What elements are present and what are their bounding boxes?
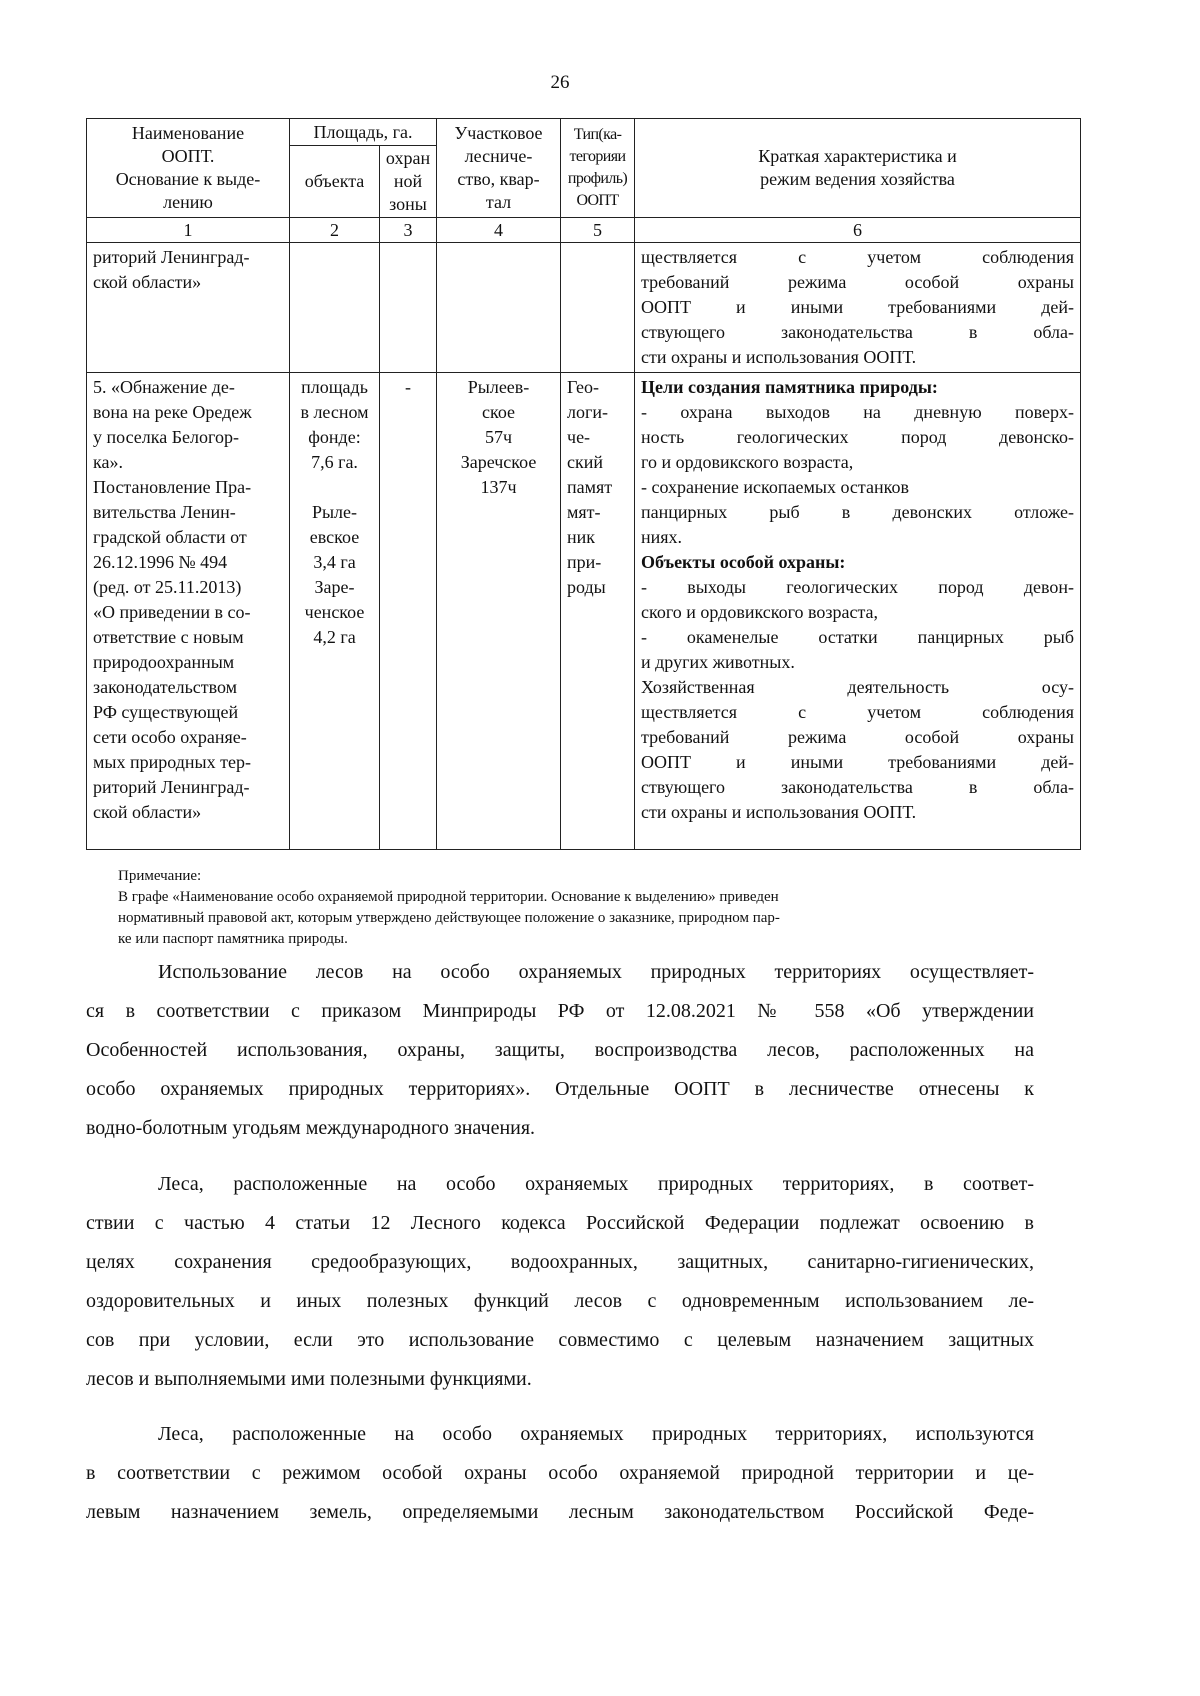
paragraph-line: Особенностей использования, охраны, защиты, воспроизводства лесов, расположенных на — [86, 1039, 1034, 1061]
cell-line: ник — [567, 527, 596, 547]
header-text: лесниче- — [464, 146, 533, 166]
table-row — [87, 373, 1081, 850]
paragraph-line: Использование лесов на особо охраняемых природных территориях осуществляет- — [158, 961, 1034, 983]
paragraph — [86, 1165, 1034, 1399]
cell-line: ский — [567, 452, 604, 472]
header-forestry-cell — [437, 119, 561, 218]
cell-line: ствующего законодательства в обла- — [641, 322, 1075, 342]
column-number: 4 — [437, 218, 561, 243]
note-line: нормативный правовой акт, которым утверждено действующее положение о заказнике, природном пар- — [118, 910, 780, 926]
cell-line: и других животных. — [641, 652, 795, 672]
cell-line: (ред. от 25.11.2013) — [93, 577, 242, 597]
cell-line: ниях. — [641, 527, 683, 547]
header-text: Основание к выде- — [115, 169, 261, 189]
note-title: Примечание: — [118, 868, 202, 884]
header-text: профиль) — [567, 170, 628, 187]
cell-line: Рылеев- — [467, 377, 530, 397]
type-cell — [561, 373, 635, 850]
cell-line: риторий Ленинград- — [93, 247, 250, 267]
cell-line: площадь — [301, 377, 368, 397]
cell-line: - выходы геологических пород девон- — [641, 577, 1075, 597]
cell-line: - охрана выходов на дневную поверх- — [641, 402, 1075, 422]
header-text: охран — [385, 148, 431, 168]
table-note — [118, 866, 1038, 950]
table-row — [87, 243, 1081, 373]
cell-line: Заре- — [314, 577, 355, 597]
cell-line: фонде: — [308, 427, 361, 447]
note-line: ке или паспорт памятника природы. — [118, 931, 348, 947]
header-text: тегорияи — [569, 148, 626, 165]
page-number: 26 — [550, 72, 570, 93]
cell-line: ского и ордовикского возраста, — [641, 602, 879, 622]
name-cell — [87, 373, 290, 850]
cell-line: ское — [482, 402, 516, 422]
cell-line: требований режима особой охраны — [641, 727, 1075, 747]
area-object-cell — [290, 373, 380, 850]
cell-line: Заречское — [460, 452, 537, 472]
table-header-row-1 — [87, 119, 1081, 146]
forestry-cell — [437, 373, 561, 850]
header-text: режим ведения хозяйства — [760, 169, 955, 189]
cell-line: го и ордовикского возраста, — [641, 452, 854, 472]
cell-line: 137ч — [480, 477, 517, 497]
header-text: ной — [393, 171, 423, 191]
paragraph-line: особо охраняемых природных территориях». Отдельные ООПТ в лесничестве отнесены к — [86, 1078, 1034, 1100]
note-line: В графе «Наименование особо охраняемой природной территории. Основание к выделению» приведен — [118, 889, 779, 905]
cell-line: вительства Ленин- — [93, 502, 236, 522]
header-text: тал — [485, 192, 512, 212]
paragraph-line: Леса, расположенные на особо охраняемых природных территориях, используются — [158, 1423, 1034, 1445]
cell-line: 57ч — [484, 427, 513, 447]
cell-line: у поселка Белогор- — [93, 427, 239, 447]
paragraph-line: лесов и выполняемыми ими полезными функциями. — [86, 1368, 532, 1390]
cell-line: ность геологических пород девонско- — [641, 427, 1075, 447]
cell-line: мят- — [567, 502, 601, 522]
cell-line: риторий Ленинград- — [93, 777, 250, 797]
cell-line: 26.12.1996 № 494 — [93, 552, 228, 572]
header-description-cell — [635, 119, 1081, 218]
paragraph — [86, 1415, 1034, 1532]
header-type-cell — [561, 119, 635, 218]
header-text: зоны — [389, 194, 427, 214]
cell-line: природоохранным — [93, 652, 235, 672]
objects-title: Объекты особой охраны: — [641, 552, 846, 572]
area-protect-cell — [380, 243, 437, 373]
header-area-protect-cell — [380, 146, 437, 218]
header-text: лению — [163, 192, 213, 212]
cell-line: в лесном — [300, 402, 369, 422]
cell-line: сти охраны и использования ООПТ. — [641, 347, 917, 367]
cell-line: ществляется с учетом соблюдения — [641, 247, 1075, 267]
header-text: ство, квар- — [457, 169, 540, 189]
cell-line: РФ существующей — [93, 702, 239, 722]
paragraph-line: в соответствии с режимом особой охраны особо охраняемой природной территории и це- — [86, 1462, 1034, 1484]
cell-line: Хозяйственная деятельность осу- — [641, 677, 1075, 697]
cell-line: - окаменелые остатки панцирных рыб — [641, 627, 1075, 647]
cell-line: ществляется с учетом соблюдения — [641, 702, 1075, 722]
cell-line: 5. «Обнажение де- — [93, 377, 235, 397]
paragraph — [86, 953, 1034, 1148]
name-cell — [87, 243, 290, 373]
cell-line: памят — [567, 477, 613, 497]
cell-line: Гео- — [567, 377, 600, 397]
cell-line: ской области» — [93, 802, 202, 822]
area-protect-cell: - — [380, 373, 437, 850]
cell-line: Рыле- — [311, 502, 358, 522]
header-text: ООПТ — [576, 192, 619, 209]
cell-line: 4,2 га — [313, 627, 356, 647]
cell-line: ООПТ и иными требованиями дей- — [641, 297, 1075, 317]
header-name-cell — [87, 119, 290, 218]
cell-line: ООПТ и иными требованиями дей- — [641, 752, 1075, 772]
paragraph-line: оздоровительных и иных полезных функций лесов с одновременным использованием ле- — [86, 1290, 1034, 1312]
cell-line: 7,6 га. — [311, 452, 358, 472]
cell-line: мых природных тер- — [93, 752, 251, 772]
cell-line: евское — [309, 527, 360, 547]
cell-line: законодательством — [93, 677, 238, 697]
oopt-table — [86, 118, 1081, 850]
cell-line: логи- — [567, 402, 609, 422]
header-area-object: объекта — [290, 146, 380, 218]
description-cell — [635, 373, 1081, 850]
column-number: 6 — [635, 218, 1081, 243]
description-cell — [635, 243, 1081, 373]
paragraph-line: ствии с частью 4 статьи 12 Лесного кодекса Российской Федерации подлежат освоению в — [86, 1212, 1034, 1234]
header-area-group: Площадь, га. — [290, 119, 437, 146]
cell-line: при- — [567, 552, 602, 572]
paragraph-line: Леса, расположенные на особо охраняемых природных территориях, в соответ- — [158, 1173, 1034, 1195]
header-text: Участковое — [454, 123, 543, 143]
header-text: Наименование — [131, 123, 245, 143]
cell-line: требований режима особой охраны — [641, 272, 1075, 292]
forestry-cell — [437, 243, 561, 373]
cell-line: «О приведении в со- — [93, 602, 251, 622]
column-number: 2 — [290, 218, 380, 243]
paragraph-line: целях сохранения средообразующих, водоохранных, защитных, санитарно-гигиенических, — [86, 1251, 1034, 1273]
paragraph-line: ся в соответствии с приказом Минприроды РФ от 12.08.2021 № 558 «Об утверждении — [86, 1000, 1034, 1022]
paragraph-line: водно-болотным угодьям международного значения. — [86, 1117, 536, 1139]
header-text: Краткая характеристика и — [758, 146, 957, 166]
cell-line: Постановление Пра- — [93, 477, 252, 497]
cell-spacer — [291, 475, 378, 500]
area-object-cell — [290, 243, 380, 373]
paragraph-line: левым назначением земель, определяемыми лесным законодательством Российской Феде- — [86, 1501, 1034, 1523]
cell-line: ской области» — [93, 272, 202, 292]
table-number-row — [87, 218, 1081, 243]
cell-line: ка». — [93, 452, 123, 472]
cell-line: сети особо охраняе- — [93, 727, 247, 747]
cell-line: ченское — [304, 602, 365, 622]
cell-line: сти охраны и использования ООПТ. — [641, 802, 917, 822]
cell-line: ствующего законодательства в обла- — [641, 777, 1075, 797]
cell-line: вона на реке Оредеж — [93, 402, 252, 422]
header-text: Тип(ка- — [573, 126, 622, 143]
column-number: 1 — [87, 218, 290, 243]
header-text: ООПТ. — [161, 146, 215, 166]
cell-line: че- — [567, 427, 591, 447]
cell-line: градской области от — [93, 527, 247, 547]
cell-line: - сохранение ископаемых останков — [641, 477, 909, 497]
type-cell — [561, 243, 635, 373]
column-number: 3 — [380, 218, 437, 243]
goals-title: Цели создания памятника природы: — [641, 377, 938, 397]
paragraph-line: сов при условии, если это использование совместимо с целевым назначением защитных — [86, 1329, 1034, 1351]
cell-line: роды — [567, 577, 606, 597]
column-number: 5 — [561, 218, 635, 243]
cell-line: 3,4 га — [313, 552, 356, 572]
cell-line: панцирных рыб в девонских отложе- — [641, 502, 1075, 522]
cell-line: ответствие с новым — [93, 627, 244, 647]
